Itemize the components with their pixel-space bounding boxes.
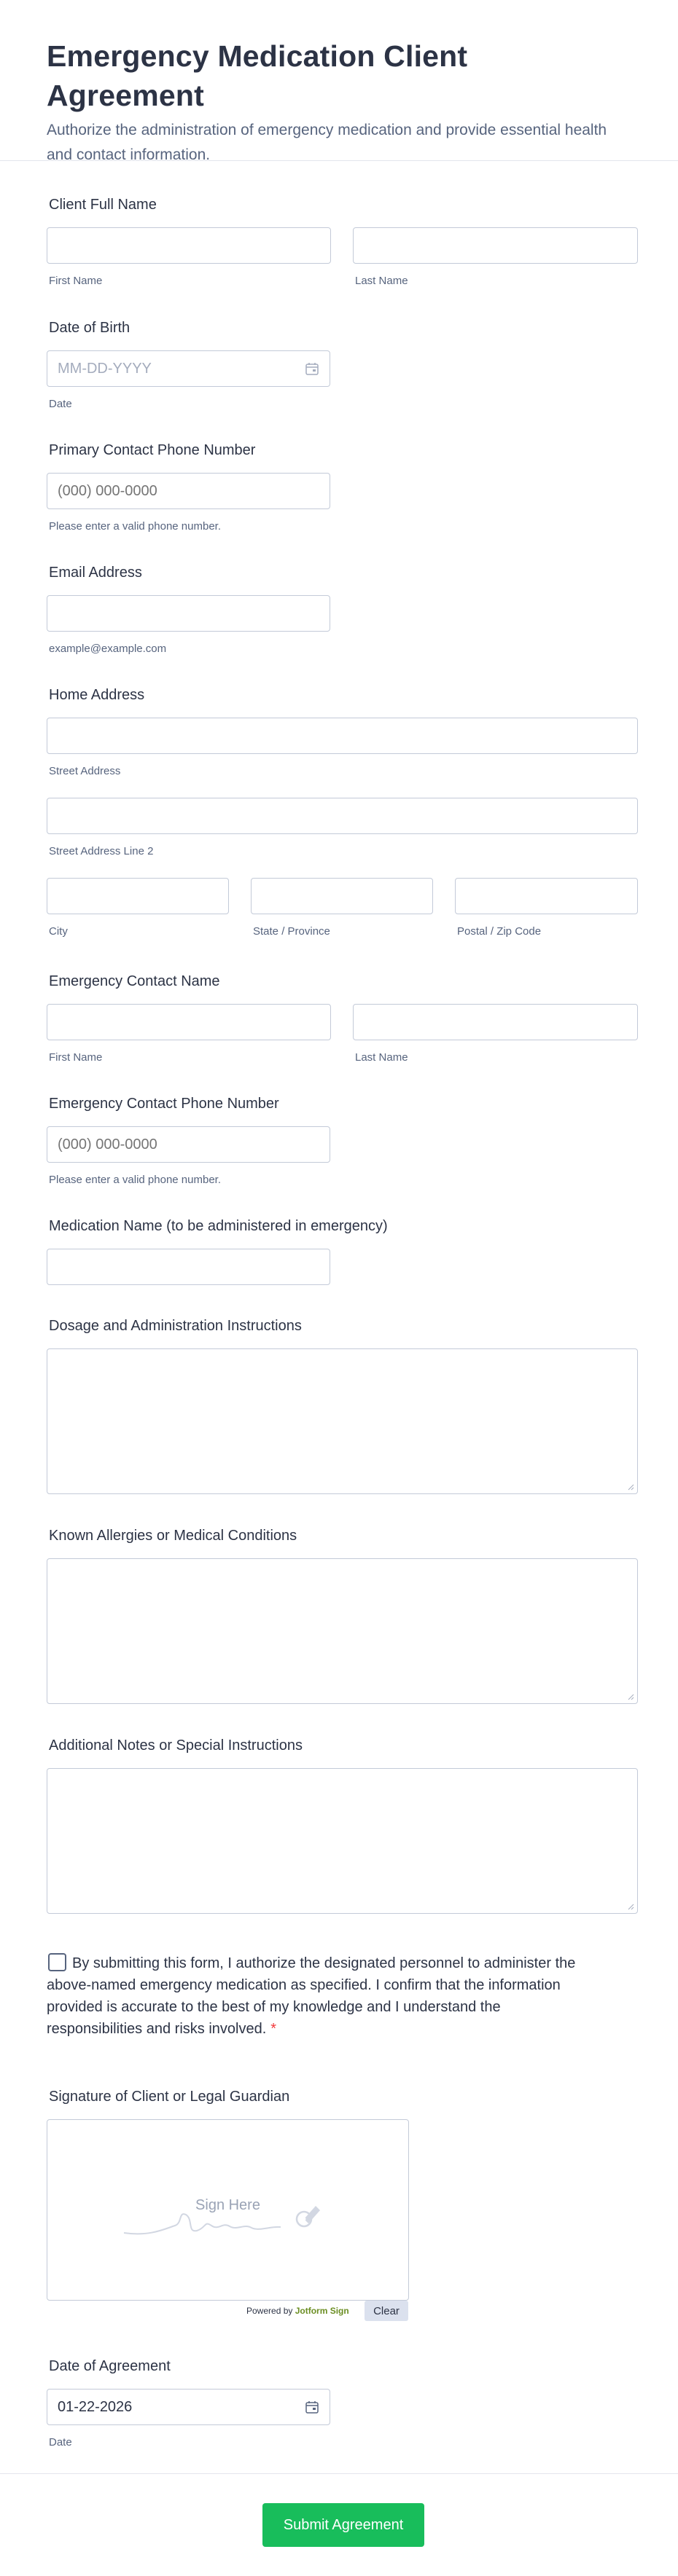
dob-label: Date of Birth xyxy=(49,320,130,336)
notes-textarea[interactable] xyxy=(47,1768,638,1914)
client-last-name-sublabel: Last Name xyxy=(355,275,408,287)
zip-input[interactable] xyxy=(455,878,638,914)
emergency-phone-input[interactable] xyxy=(47,1126,330,1163)
dob-input[interactable] xyxy=(47,350,330,387)
form-footer xyxy=(0,2473,678,2576)
emergency-last-name-sublabel: Last Name xyxy=(355,1051,408,1064)
page-subtitle: Authorize the administration of emergency medication and provide essential health and contact information. xyxy=(47,122,607,163)
emergency-last-name-input[interactable] xyxy=(353,1004,638,1040)
agreement-date-value: 01-22-2026 xyxy=(58,2398,133,2415)
emergency-name-field xyxy=(47,972,638,1065)
client-last-name-input[interactable] xyxy=(353,227,638,264)
emergency-phone-field xyxy=(47,1094,330,1187)
notes-label: Additional Notes or Special Instructions xyxy=(49,1737,303,1754)
dob-sublabel: Date xyxy=(49,398,72,410)
city-sublabel: City xyxy=(49,925,68,938)
allergies-textarea[interactable] xyxy=(47,1558,638,1704)
emergency-first-name-sublabel: First Name xyxy=(49,1051,103,1064)
phone-field xyxy=(47,441,330,534)
client-first-name-input[interactable] xyxy=(47,227,331,264)
agreement-date-label: Date of Agreement xyxy=(49,2358,171,2374)
state-input[interactable] xyxy=(251,878,433,914)
signature-field xyxy=(47,2087,409,2301)
address-field xyxy=(47,686,638,939)
dob-placeholder: MM-DD-YYYY xyxy=(58,360,152,377)
city-input[interactable] xyxy=(47,878,229,914)
resize-handle-icon[interactable] xyxy=(627,1693,634,1700)
email-input[interactable] xyxy=(47,595,330,632)
emergency-phone-sublabel: Please enter a valid phone number. xyxy=(49,1174,221,1186)
medication-label: Medication Name (to be administered in emergency) xyxy=(49,1218,388,1234)
phone-label: Primary Contact Phone Number xyxy=(49,442,256,458)
consent-field xyxy=(47,1952,586,2040)
submit-button[interactable]: Submit Agreement xyxy=(262,2503,424,2547)
consent-text: By submitting this form, I authorize the designated personnel to administer the above-named emergency medication as specified. I confirm that the information provided is accurate to the best of my knowledge and I understand the responsibilities and risks involved. xyxy=(47,1955,576,2037)
sign-here-placeholder: Sign Here xyxy=(195,2197,260,2213)
agreement-date-field xyxy=(47,2357,330,2450)
powered-by-text xyxy=(246,2306,349,2316)
street-address-line2-input[interactable] xyxy=(47,798,638,834)
email-label: Email Address xyxy=(49,565,142,581)
required-marker: * xyxy=(270,2021,277,2037)
agreement-date-sublabel: Date xyxy=(49,2436,72,2449)
phone-input[interactable] xyxy=(47,473,330,509)
signature-label: Signature of Client or Legal Guardian xyxy=(49,2089,290,2105)
calendar-icon[interactable] xyxy=(305,361,319,376)
zip-sublabel: Postal / Zip Code xyxy=(457,925,542,938)
resize-handle-icon[interactable] xyxy=(627,1903,634,1910)
emergency-name-label: Emergency Contact Name xyxy=(49,973,220,989)
client-name-label: Client Full Name xyxy=(49,197,157,213)
email-sublabel: example@example.com xyxy=(49,643,167,655)
address-label: Home Address xyxy=(49,687,145,703)
allergies-label: Known Allergies or Medical Conditions xyxy=(49,1528,297,1544)
emergency-phone-label: Emergency Contact Phone Number xyxy=(49,1096,279,1112)
phone-sublabel: Please enter a valid phone number. xyxy=(49,520,221,533)
form-header xyxy=(0,0,678,161)
jotform-sign-brand[interactable]: Jotform Sign xyxy=(295,2306,349,2316)
powered-by-prefix: Powered by xyxy=(246,2306,293,2316)
medication-input[interactable] xyxy=(47,1249,330,1285)
email-field xyxy=(47,563,330,656)
signature-scribble-icon xyxy=(120,2193,332,2244)
page-title: Emergency Medication Client Agreement xyxy=(47,39,468,112)
client-first-name-sublabel: First Name xyxy=(49,275,103,287)
clear-signature-button[interactable]: Clear xyxy=(365,2301,408,2321)
allergies-field xyxy=(47,1526,638,1704)
resize-handle-icon[interactable] xyxy=(627,1483,634,1491)
medication-field xyxy=(47,1217,388,1285)
dosage-field xyxy=(47,1316,638,1494)
street-address-sublabel: Street Address xyxy=(49,765,121,777)
consent-checkbox[interactable] xyxy=(48,1953,66,1971)
state-sublabel: State / Province xyxy=(253,925,330,938)
dosage-textarea[interactable] xyxy=(47,1348,638,1494)
dob-field xyxy=(47,318,330,412)
calendar-icon[interactable] xyxy=(305,2400,319,2414)
emergency-first-name-input[interactable] xyxy=(47,1004,331,1040)
agreement-date-input[interactable] xyxy=(47,2389,330,2425)
signature-pad[interactable] xyxy=(47,2119,409,2301)
street-address-line2-sublabel: Street Address Line 2 xyxy=(49,845,154,857)
street-address-input[interactable] xyxy=(47,718,638,754)
dosage-label: Dosage and Administration Instructions xyxy=(49,1318,302,1334)
notes-field xyxy=(47,1736,638,1914)
client-name-field xyxy=(47,195,638,288)
